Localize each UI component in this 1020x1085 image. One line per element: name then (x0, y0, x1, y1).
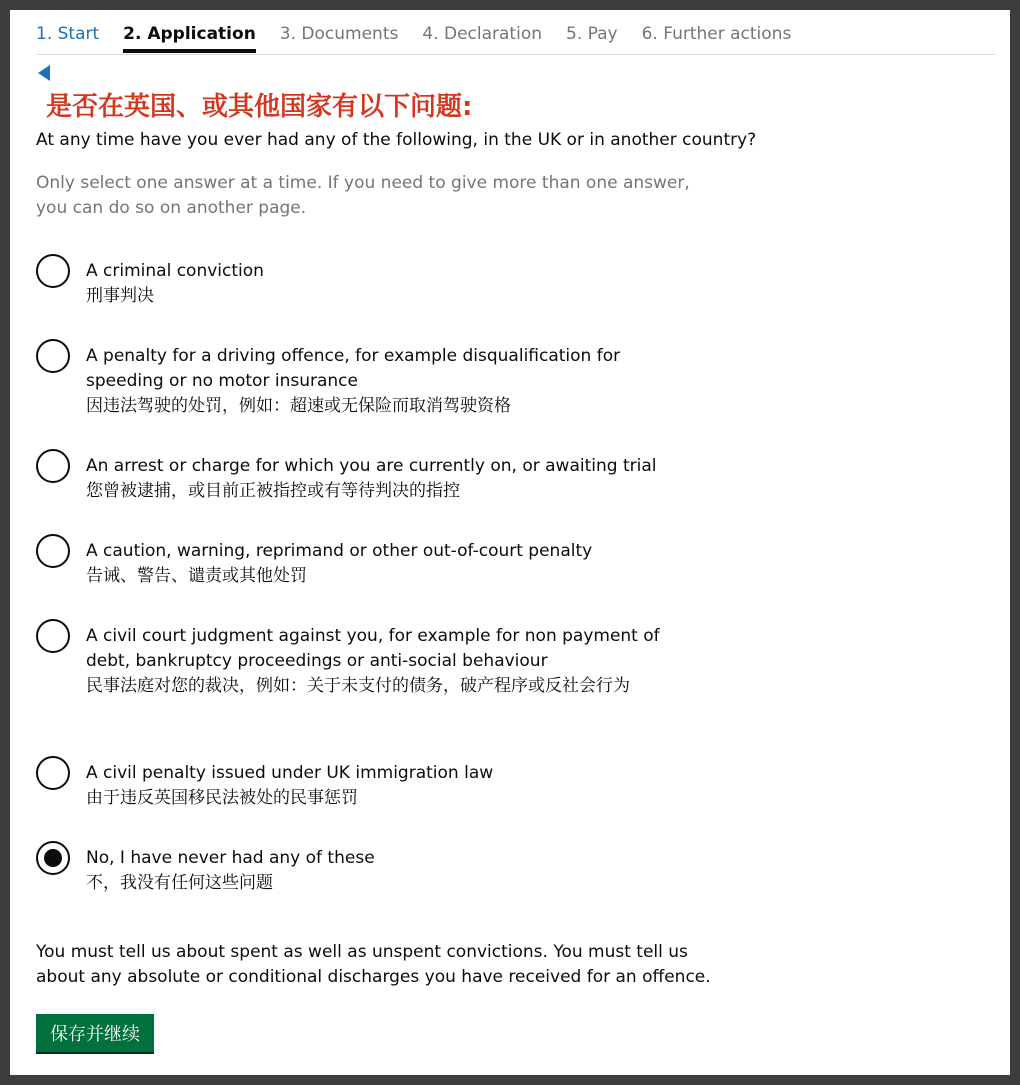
chinese-annotation-title: 是否在英国、或其他国家有以下问题: (46, 92, 473, 122)
option-label-zh: 您曾被逮捕，或目前正被指控或有等待判决的指控 (86, 481, 460, 501)
radio-circle-icon[interactable] (36, 619, 70, 653)
radio-option-caution-warning[interactable] (36, 534, 692, 589)
option-label-en: No, I have never had any of these (86, 848, 375, 868)
radio-option-civil-penalty-immigration[interactable] (36, 756, 692, 811)
question-text: At any time have you ever had any of the following, in the UK or in another country? (36, 130, 757, 150)
radio-circle-icon[interactable] (36, 756, 70, 790)
radio-label (86, 449, 692, 504)
hint-text: Only select one answer at a time. If you need to give more than one answer, you can do so on another page. (36, 173, 690, 218)
option-label-zh: 刑事判决 (86, 286, 154, 306)
step-application: 2. Application (123, 22, 256, 53)
option-label-zh: 民事法庭对您的裁决，例如：关于未支付的债务，破产程序或反社会行为 (86, 676, 630, 696)
radio-option-none[interactable] (36, 841, 692, 896)
radio-option-arrest-or-charge[interactable] (36, 449, 692, 504)
radio-circle-icon[interactable] (36, 449, 70, 483)
radio-label (86, 756, 692, 811)
option-label-zh: 由于违反英国移民法被处的民事惩罚 (86, 788, 358, 808)
radio-circle-icon[interactable] (36, 534, 70, 568)
option-label-zh: 因违法驾驶的处罚，例如：超速或无保险而取消驾驶资格 (86, 396, 511, 416)
option-label-zh: 告诫、警告、谴责或其他处罚 (86, 566, 307, 586)
step-start[interactable]: 1. Start (36, 24, 100, 44)
convictions-note: You must tell us about spent as well as unspent convictions. You must tell us about any absolute or conditional discharges you have received for an offence. (36, 942, 711, 987)
radio-circle-icon[interactable] (36, 254, 70, 288)
option-label-zh: 不，我没有任何这些问题 (86, 873, 273, 893)
option-label-en: A civil penalty issued under UK immigration law (86, 763, 494, 783)
step-declaration: 4. Declaration (422, 24, 542, 44)
radio-circle-icon[interactable] (36, 339, 70, 373)
step-documents: 3. Documents (279, 24, 399, 44)
step-further-actions: 6. Further actions (641, 24, 792, 44)
radio-option-driving-penalty[interactable] (36, 339, 692, 419)
page-container (10, 10, 1010, 1075)
radio-option-criminal-conviction[interactable] (36, 254, 692, 309)
radio-option-civil-court-judgment[interactable] (36, 619, 692, 699)
radio-label (86, 841, 692, 896)
option-label-en: A criminal conviction (86, 261, 264, 281)
radio-label (86, 254, 692, 309)
option-label-en: An arrest or charge for which you are currently on, or awaiting trial (86, 456, 657, 476)
option-label-en: A civil court judgment against you, for example for non payment of debt, bankruptcy proceedings or anti-social behaviour (86, 626, 660, 671)
step-pay: 5. Pay (566, 24, 618, 44)
option-label-en: A penalty for a driving offence, for example disqualification for speeding or no motor insurance (86, 346, 621, 391)
save-and-continue-button[interactable]: 保存并继续 (36, 1014, 154, 1052)
back-arrow-icon[interactable] (38, 65, 50, 81)
radio-checked-icon[interactable] (36, 841, 70, 875)
option-label-en: A caution, warning, reprimand or other out-of-court penalty (86, 541, 593, 561)
radio-label (86, 619, 692, 699)
step-navigation (36, 22, 996, 55)
radio-label (86, 534, 692, 589)
radio-label (86, 339, 692, 419)
